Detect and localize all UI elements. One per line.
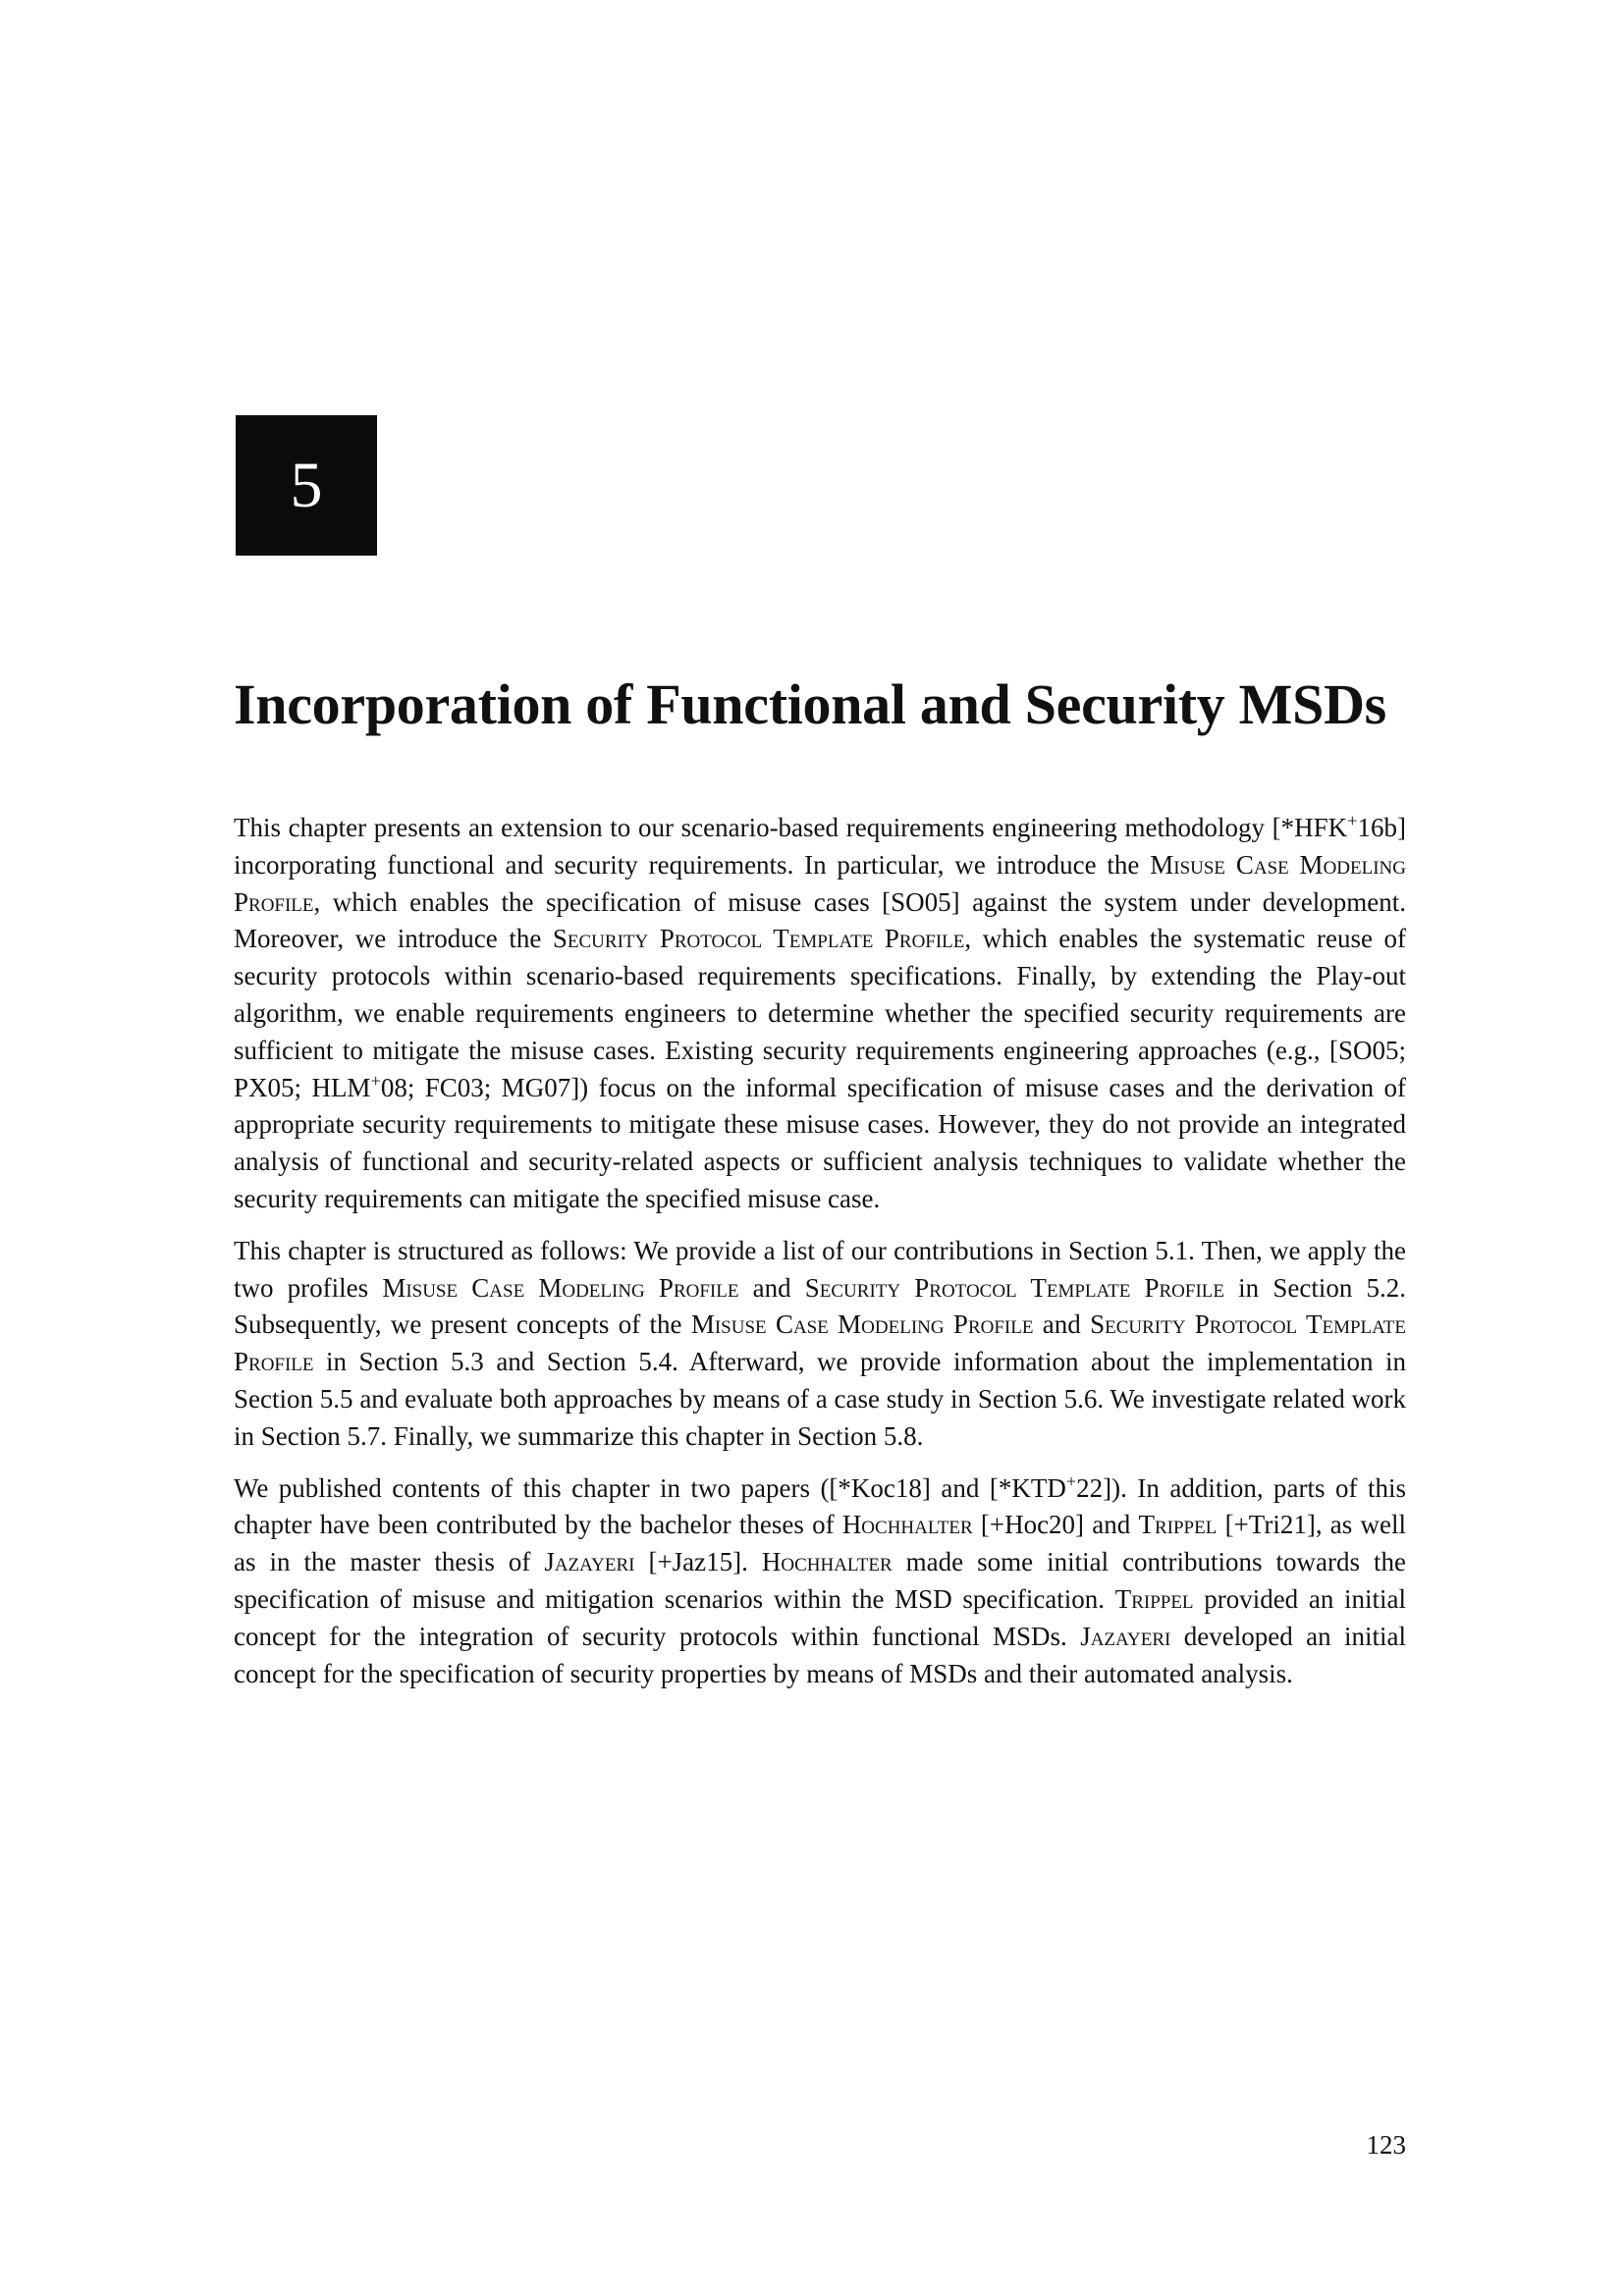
term-misuse-case-modeling-profile: Misuse Case Modeling Profile (234, 849, 1406, 917)
chapter-body (234, 810, 1406, 1707)
term-security-protocol-template-profile: Security Protocol Template Profile (234, 1309, 1406, 1377)
chapter-title: Incorporation of Functional and Security MSDs (234, 672, 1386, 736)
paragraph-intro: This chapter presents an extension to our scenario-based requirements engineering methodology [*HFK+16b] incorporating functional and security requirements. In particular, we introduce the Misuse Case Modeling Profile, which enables the specification of misuse cases [SO05] against the system under development. Moreover, we introduce the Security Protocol Template Profile, which enables the systematic reuse of security protocols within scenario-based requirements specifications. Finally, by extending the Play-out algorithm, we enable requirements engineers to determine whether the specified security requirements are sufficient to mitigate the misuse cases. Existing security requirements engineering approaches (e.g., [SO05; PX05; HLM+08; FC03; MG07]) focus on the informal specification of misuse cases and the derivation of appropriate security requirements to mitigate these misuse cases. However, they do not provide an integrated analysis of functional and security-related aspects or sufficient analysis techniques to validate whether the security requirements can mitigate the specified misuse case. (234, 811, 1407, 1213)
term-misuse-case-modeling-profile: Misuse Case Modeling Profile (690, 1309, 1034, 1340)
term-security-protocol-template-profile: Security Protocol Template Profile (552, 924, 965, 954)
chapter-number: 5 (290, 449, 323, 521)
term-security-protocol-template-profile: Security Protocol Template Profile (804, 1272, 1225, 1303)
author-trippel: Trippel (1138, 1510, 1218, 1540)
page-number: 123 (1366, 2130, 1406, 2160)
chapter-number-box (236, 415, 377, 556)
term-misuse-case-modeling-profile: Misuse Case Modeling Profile (382, 1272, 739, 1303)
paragraph-publications: We published contents of this chapter in two papers ([*Koc18] and [*KTD+22]). In addition, parts of this chapter have been contributed by the bachelor theses of Hochhalter [+Hoc20] and Trippel [+Tri21], as well as in the master thesis of Jazayeri [+Jaz15]. Hochhalter made some initial contributions towards the specification of misuse and mitigation scenarios within the MSD specification. Trippel provided an initial concept for the integration of security protocols within functional MSDs. Jazayeri developed an initial concept for the specification of security properties by means of MSDs and their automated analysis. (234, 1470, 1407, 1688)
author-jazayeri: Jazayeri (544, 1547, 635, 1577)
author-jazayeri: Jazayeri (1080, 1621, 1171, 1651)
author-hochhalter: Hochhalter (761, 1547, 893, 1577)
author-hochhalter: Hochhalter (841, 1510, 973, 1540)
paragraph-structure: This chapter is structured as follows: We provide a list of our contributions in Section 5.1. Then, we apply the two profiles Misuse Case Modeling Profile and Security Protocol Template Profile in Section 5.2. Subsequently, we present concepts of the Misuse Case Modeling Profile and Security Protocol Template Profile in Section 5.3 and Section 5.4. Afterward, we provide information about the implementation in Section 5.5 and evaluate both approaches by means of a case study in Section 5.6. We investigate related work in Section 5.7. Finally, we summarize this chapter in Section 5.8. (234, 1235, 1406, 1451)
author-trippel: Trippel (1114, 1583, 1194, 1614)
